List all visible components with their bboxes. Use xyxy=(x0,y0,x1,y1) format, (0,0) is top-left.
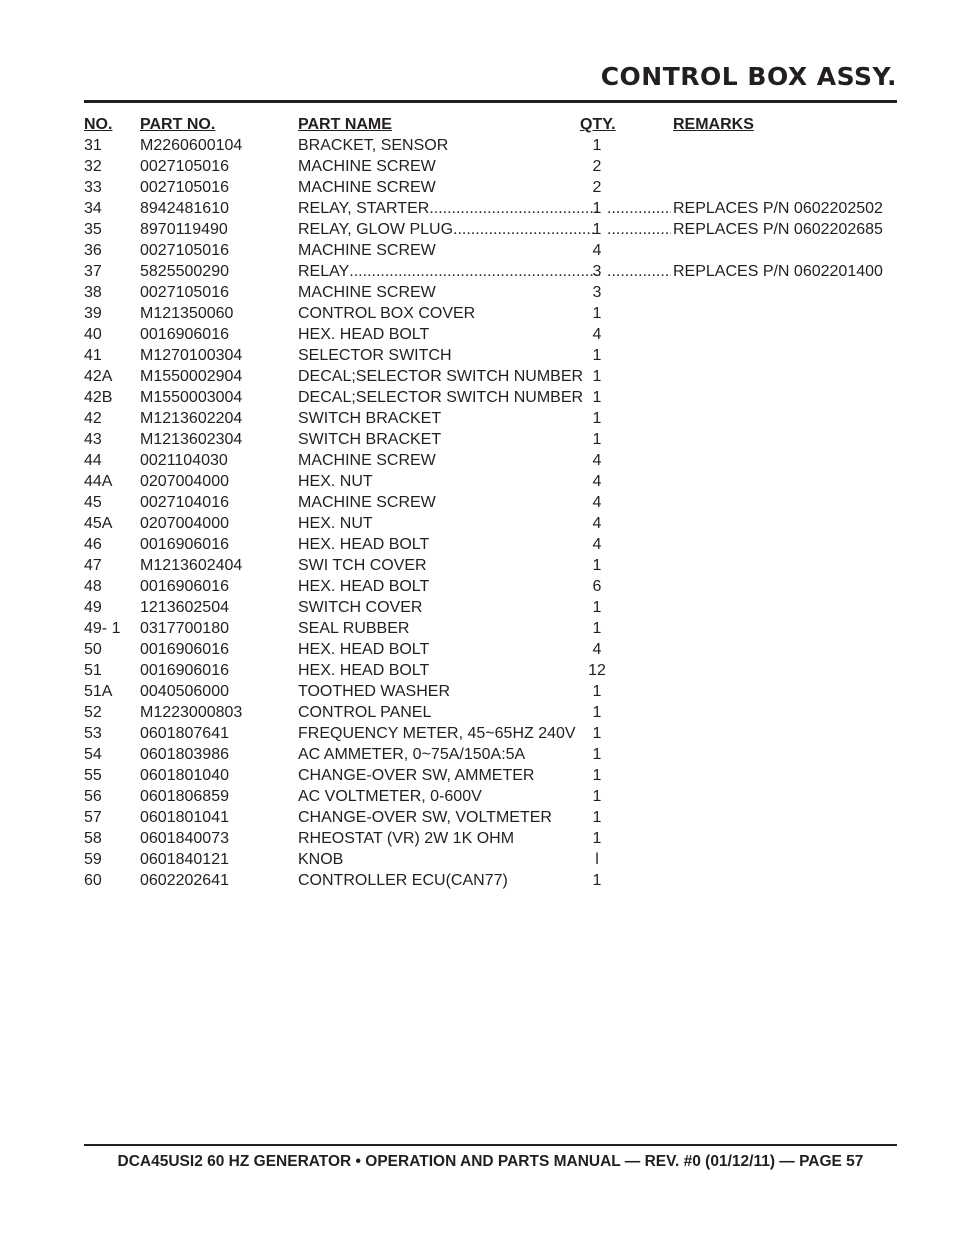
row-part-no: 0027105016 xyxy=(140,179,229,196)
leader-dots xyxy=(429,198,600,219)
row-qty: 1 xyxy=(592,221,602,238)
table-row xyxy=(84,156,904,177)
row-part-no: 0027104016 xyxy=(140,494,229,511)
table-row xyxy=(84,702,904,723)
row-part-name: KNOB xyxy=(298,851,344,868)
row-part-name: HEX. HEAD BOLT xyxy=(298,536,430,553)
row-part-no: 0317700180 xyxy=(140,620,229,637)
leader-dots xyxy=(607,198,671,219)
row-no: 57 xyxy=(84,809,102,826)
table-row xyxy=(84,408,904,429)
row-qty: 3 xyxy=(592,284,602,301)
row-qty: 1 xyxy=(592,704,602,721)
table-row xyxy=(84,429,904,450)
row-part-no: 0016906016 xyxy=(140,641,229,658)
row-part-no: 0601806859 xyxy=(140,788,229,805)
table-row xyxy=(84,135,904,156)
row-qty: 1 xyxy=(592,557,602,574)
row-part-no: 5825500290 xyxy=(140,263,229,280)
table-row xyxy=(84,744,904,765)
row-part-no: 0016906016 xyxy=(140,536,229,553)
row-part-name: MACHINE SCREW xyxy=(298,242,436,259)
table-row xyxy=(84,870,904,891)
leader-dots xyxy=(349,261,600,282)
row-no: 48 xyxy=(84,578,102,595)
row-no: 46 xyxy=(84,536,102,553)
row-qty: 2 xyxy=(592,179,602,196)
row-qty: 1 xyxy=(592,683,602,700)
row-no: 50 xyxy=(84,641,102,658)
row-no: 52 xyxy=(84,704,102,721)
page-title: CONTROL BOX ASSY. xyxy=(600,62,897,91)
row-no: 32 xyxy=(84,158,102,175)
row-part-no: M1223000803 xyxy=(140,704,243,721)
table-row xyxy=(84,366,904,387)
row-no: 37 xyxy=(84,263,102,280)
table-row xyxy=(84,450,904,471)
row-part-name: FREQUENCY METER, 45~65HZ 240V xyxy=(298,725,576,742)
row-part-no: 0027105016 xyxy=(140,284,229,301)
row-part-no: 0016906016 xyxy=(140,326,229,343)
row-no: 38 xyxy=(84,284,102,301)
row-qty: 1 xyxy=(592,830,602,847)
header-no: NO. xyxy=(84,116,113,133)
row-part-name: HEX. HEAD BOLT xyxy=(298,641,430,658)
row-no: 44 xyxy=(84,452,102,469)
table-row xyxy=(84,261,904,282)
row-part-no: 0207004000 xyxy=(140,515,229,532)
row-part-name: MACHINE SCREW xyxy=(298,284,436,301)
header-qty: QTY. xyxy=(580,116,616,133)
row-part-name: AC VOLTMETER, 0-600V xyxy=(298,788,482,805)
row-qty: 1 xyxy=(592,725,602,742)
row-qty: 6 xyxy=(592,578,602,595)
row-part-name: TOOTHED WASHER xyxy=(298,683,451,700)
row-qty: 1 xyxy=(592,368,602,385)
row-no: 41 xyxy=(84,347,102,364)
row-qty: 1 xyxy=(592,872,602,889)
row-part-no: M1550003004 xyxy=(140,389,243,406)
row-no: 43 xyxy=(84,431,102,448)
row-no: 49 xyxy=(84,599,102,616)
table-row xyxy=(84,618,904,639)
row-part-name: MACHINE SCREW xyxy=(298,179,436,196)
row-part-no: 0027105016 xyxy=(140,242,229,259)
table-header-row xyxy=(84,114,904,135)
leader-dots xyxy=(607,261,671,282)
row-no: 45A xyxy=(84,515,113,532)
row-part-name: HEX. HEAD BOLT xyxy=(298,326,430,343)
row-part-name: CONTROLLER ECU(CAN77) xyxy=(298,872,508,889)
row-part-no: M1550002904 xyxy=(140,368,243,385)
row-part-name: SWI TCH COVER xyxy=(298,557,427,574)
page-footer: DCA45USI2 60 HZ GENERATOR • OPERATION AND PARTS MANUAL — REV. #0 (01/12/11) — PAGE 57 xyxy=(117,1153,864,1170)
row-no: 55 xyxy=(84,767,102,784)
row-part-no: 8942481610 xyxy=(140,200,229,217)
title-divider xyxy=(84,100,897,103)
row-part-no: M1213602404 xyxy=(140,557,243,574)
row-no: 33 xyxy=(84,179,102,196)
row-part-name: DECAL;SELECTOR SWITCH NUMBER xyxy=(298,368,584,385)
table-row xyxy=(84,723,904,744)
row-no: 45 xyxy=(84,494,102,511)
row-no: 59 xyxy=(84,851,102,868)
row-qty: 1 xyxy=(592,620,602,637)
row-no: 56 xyxy=(84,788,102,805)
row-no: 49- 1 xyxy=(84,620,121,637)
row-qty: 1 xyxy=(592,431,602,448)
row-qty: l xyxy=(595,851,599,868)
row-part-no: 0601807641 xyxy=(140,725,229,742)
header-part-no: PART NO. xyxy=(140,116,216,133)
row-no: 51 xyxy=(84,662,102,679)
row-remarks: REPLACES P/N 0602202502 xyxy=(673,200,883,217)
row-no: 60 xyxy=(84,872,102,889)
row-part-no: 0207004000 xyxy=(140,473,229,490)
row-qty: 1 xyxy=(592,200,602,217)
row-qty: 1 xyxy=(592,137,602,154)
row-qty: 4 xyxy=(592,515,602,532)
row-part-name: RELAY, STARTER xyxy=(298,200,430,217)
row-qty: 1 xyxy=(592,389,602,406)
row-part-name: MACHINE SCREW xyxy=(298,452,436,469)
table-row xyxy=(84,177,904,198)
table-row xyxy=(84,345,904,366)
leader-dots xyxy=(453,219,600,240)
row-qty: 4 xyxy=(592,494,602,511)
row-no: 44A xyxy=(84,473,113,490)
row-qty: 4 xyxy=(592,452,602,469)
row-part-name-leader xyxy=(298,219,600,240)
table-row xyxy=(84,555,904,576)
header-part-name: PART NAME xyxy=(298,116,392,133)
row-part-no: 0027105016 xyxy=(140,158,229,175)
row-part-name: HEX. NUT xyxy=(298,515,373,532)
row-part-name: CHANGE-OVER SW, VOLTMETER xyxy=(298,809,552,826)
row-part-no: 8970119490 xyxy=(140,221,228,238)
table-row xyxy=(84,471,904,492)
row-part-no: M121350060 xyxy=(140,305,234,322)
row-part-name: SELECTOR SWITCH xyxy=(298,347,452,364)
row-qty: 4 xyxy=(592,536,602,553)
row-no: 35 xyxy=(84,221,102,238)
table-row xyxy=(84,492,904,513)
table-row xyxy=(84,219,904,240)
row-part-name: AC AMMETER, 0~75A/150A:5A xyxy=(298,746,526,763)
row-part-name: RELAY xyxy=(298,263,350,280)
row-part-name: SWITCH BRACKET xyxy=(298,431,442,448)
leader-dots xyxy=(607,219,671,240)
row-no: 39 xyxy=(84,305,102,322)
row-remarks-leader xyxy=(607,219,954,240)
row-no: 53 xyxy=(84,725,102,742)
row-part-name: HEX. HEAD BOLT xyxy=(298,578,430,595)
table-row xyxy=(84,324,904,345)
row-part-no: 0016906016 xyxy=(140,662,229,679)
table-row xyxy=(84,597,904,618)
row-no: 40 xyxy=(84,326,102,343)
row-part-name: RELAY, GLOW PLUG xyxy=(298,221,454,238)
row-no: 36 xyxy=(84,242,102,259)
row-part-no: 0601840073 xyxy=(140,830,229,847)
table-row xyxy=(84,387,904,408)
table-row xyxy=(84,513,904,534)
row-remarks: REPLACES P/N 0602201400 xyxy=(673,263,883,280)
row-part-no: 0601801041 xyxy=(140,809,229,826)
row-part-no: 0601840121 xyxy=(140,851,229,868)
row-part-name: RHEOSTAT (VR) 2W 1K OHM xyxy=(298,830,515,847)
table-row xyxy=(84,681,904,702)
row-part-no: 0016906016 xyxy=(140,578,229,595)
row-no: 34 xyxy=(84,200,102,217)
row-part-no: M1213602304 xyxy=(140,431,243,448)
row-no: 42 xyxy=(84,410,102,427)
row-qty: 2 xyxy=(592,158,602,175)
row-no: 42A xyxy=(84,368,113,385)
row-part-no: 0021104030 xyxy=(140,452,228,469)
row-qty: 1 xyxy=(592,809,602,826)
row-remarks-leader xyxy=(607,261,954,282)
parts-table xyxy=(84,114,904,891)
row-qty: 1 xyxy=(592,305,602,322)
row-part-name: MACHINE SCREW xyxy=(298,494,436,511)
row-part-no: 0040506000 xyxy=(140,683,229,700)
row-part-name: MACHINE SCREW xyxy=(298,158,436,175)
row-no: 58 xyxy=(84,830,102,847)
table-row xyxy=(84,807,904,828)
table-row xyxy=(84,660,904,681)
row-part-name: DECAL;SELECTOR SWITCH NUMBER xyxy=(298,389,584,406)
row-part-name: SWITCH BRACKET xyxy=(298,410,442,427)
row-no: 47 xyxy=(84,557,102,574)
header-remarks: REMARKS xyxy=(673,116,754,133)
row-part-no: M1270100304 xyxy=(140,347,243,364)
row-qty: 12 xyxy=(588,662,606,679)
row-part-name-leader xyxy=(298,198,600,219)
table-row xyxy=(84,303,904,324)
row-qty: 3 xyxy=(592,263,602,280)
row-part-no: 0602202641 xyxy=(140,872,229,889)
row-qty: 1 xyxy=(592,767,602,784)
row-no: 42B xyxy=(84,389,113,406)
row-qty: 4 xyxy=(592,326,602,343)
footer-divider xyxy=(84,1144,897,1146)
row-remarks-leader xyxy=(607,198,954,219)
row-remarks: REPLACES P/N 0602202685 xyxy=(673,221,883,238)
row-qty: 1 xyxy=(592,410,602,427)
row-part-name: SEAL RUBBER xyxy=(298,620,410,637)
row-part-no: M1213602204 xyxy=(140,410,243,427)
row-part-no: M2260600104 xyxy=(140,137,243,154)
table-row xyxy=(84,534,904,555)
table-row xyxy=(84,849,904,870)
row-qty: 1 xyxy=(592,746,602,763)
row-part-no: 0601801040 xyxy=(140,767,229,784)
table-row xyxy=(84,282,904,303)
table-row xyxy=(84,828,904,849)
row-no: 31 xyxy=(84,137,102,154)
table-row xyxy=(84,786,904,807)
row-part-name: HEX. HEAD BOLT xyxy=(298,662,430,679)
row-part-name: CHANGE-OVER SW, AMMETER xyxy=(298,767,535,784)
row-part-name-leader xyxy=(298,261,600,282)
row-qty: 1 xyxy=(592,788,602,805)
table-row xyxy=(84,240,904,261)
row-qty: 4 xyxy=(592,242,602,259)
row-no: 51A xyxy=(84,683,113,700)
table-row xyxy=(84,576,904,597)
row-qty: 4 xyxy=(592,641,602,658)
row-qty: 1 xyxy=(592,347,602,364)
table-body xyxy=(84,135,904,891)
row-qty: 4 xyxy=(592,473,602,490)
table-row xyxy=(84,198,904,219)
row-no: 54 xyxy=(84,746,102,763)
row-part-no: 1213602504 xyxy=(140,599,229,616)
row-part-name: HEX. NUT xyxy=(298,473,373,490)
row-part-name: SWITCH COVER xyxy=(298,599,423,616)
row-part-no: 0601803986 xyxy=(140,746,229,763)
table-row xyxy=(84,765,904,786)
row-qty: 1 xyxy=(592,599,602,616)
table-row xyxy=(84,639,904,660)
row-part-name: CONTROL BOX COVER xyxy=(298,305,476,322)
row-part-name: BRACKET, SENSOR xyxy=(298,137,449,154)
row-part-name: CONTROL PANEL xyxy=(298,704,432,721)
